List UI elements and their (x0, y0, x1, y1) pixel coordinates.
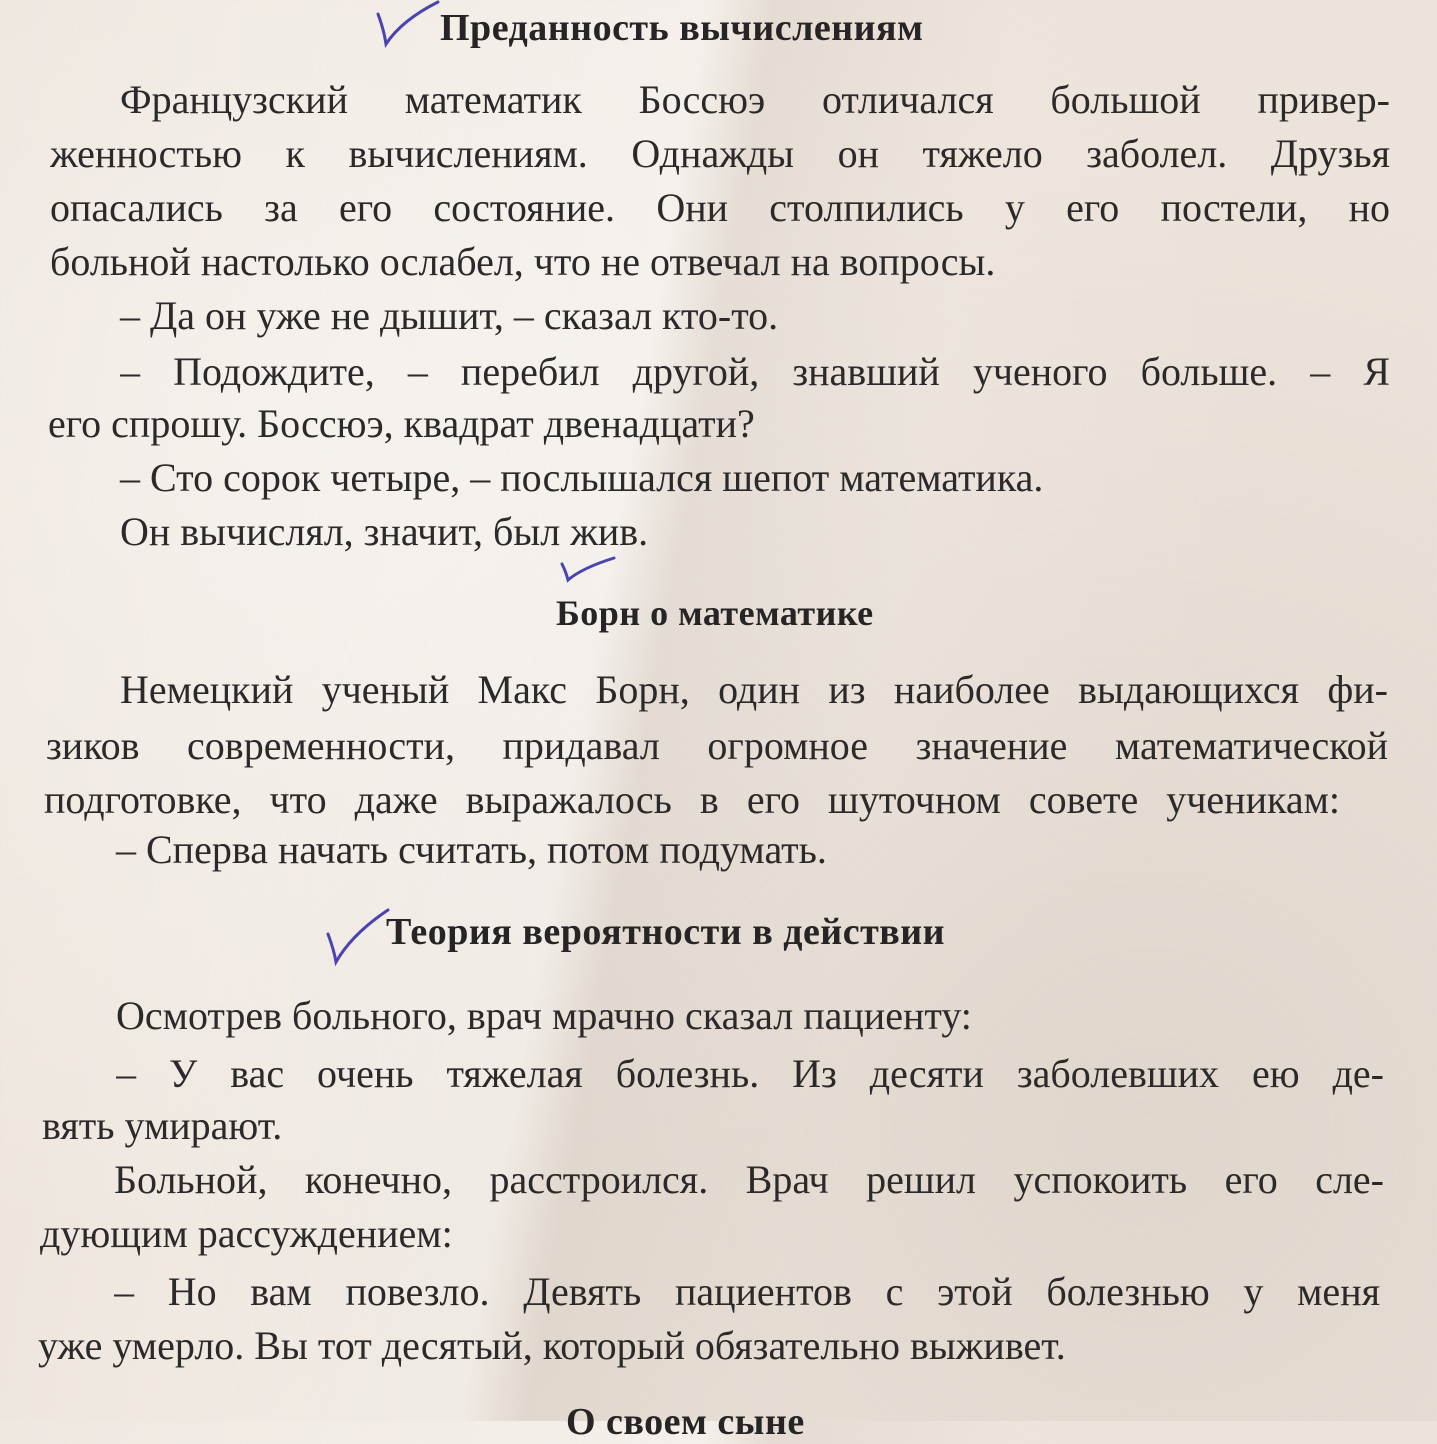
paragraph-line: опасались за его состояние. Они столпились у его постели, но (50, 188, 1390, 230)
paragraph-line: уже умерло. Вы тот десятый, который обязательно выживет. (38, 1323, 1066, 1368)
paragraph-line: – Да он уже не дышит, – сказал кто-то. (120, 293, 779, 338)
paragraph-line: Больной, конечно, расстроился. Врач решил успокоить его сле- (114, 1160, 1384, 1202)
paragraph-line: дующим рассуждением: (40, 1211, 453, 1256)
paragraph-line: зиков современности, придавал огромное значение математической (46, 726, 1388, 768)
section-title: Теория вероятности в действии (386, 911, 946, 953)
paragraph-line: вять умирают. (42, 1103, 283, 1148)
section-title: Преданность вычислениям (440, 7, 924, 49)
paragraph-line: больной настолько ослабел, что не отвечал на вопросы. (50, 239, 996, 284)
paragraph-line: подготовке, что даже выражалось в его шуточном совете ученикам: (44, 780, 1340, 822)
checkmark-icon (372, 0, 442, 50)
paragraph-line: – Подождите, – перебил другой, знавший ученого больше. – Я (120, 352, 1390, 394)
checkmark-icon (558, 554, 618, 584)
paragraph-line: Французский математик Боссюэ отличался большой привер- (120, 80, 1390, 122)
section-title: О своем сыне (566, 1401, 805, 1443)
paragraph-line: Немецкий ученый Макс Борн, один из наиболее выдающихся фи- (120, 670, 1388, 712)
paragraph-line: Осмотрев больного, врач мрачно сказал пациенту: (116, 993, 972, 1038)
paragraph-line: – Сто сорок четыре, – послышался шепот математика. (120, 455, 1044, 500)
checkmark-icon (322, 904, 392, 968)
paragraph-line: – Но вам повезло. Девять пациентов с этой болезнью у меня (114, 1272, 1380, 1314)
paragraph-line: – У вас очень тяжелая болезнь. Из десяти заболевших ею де- (116, 1054, 1384, 1096)
paragraph-line: Он вычислял, значит, был жив. (120, 509, 649, 554)
section-title: Борн о математике (556, 593, 874, 633)
paragraph-line: женностью к вычислениям. Однажды он тяжело заболел. Друзья (50, 134, 1390, 176)
paragraph-line: его спрошу. Боссюэ, квадрат двенадцати? (48, 401, 755, 446)
paragraph-line: – Сперва начать считать, потом подумать. (116, 827, 827, 872)
